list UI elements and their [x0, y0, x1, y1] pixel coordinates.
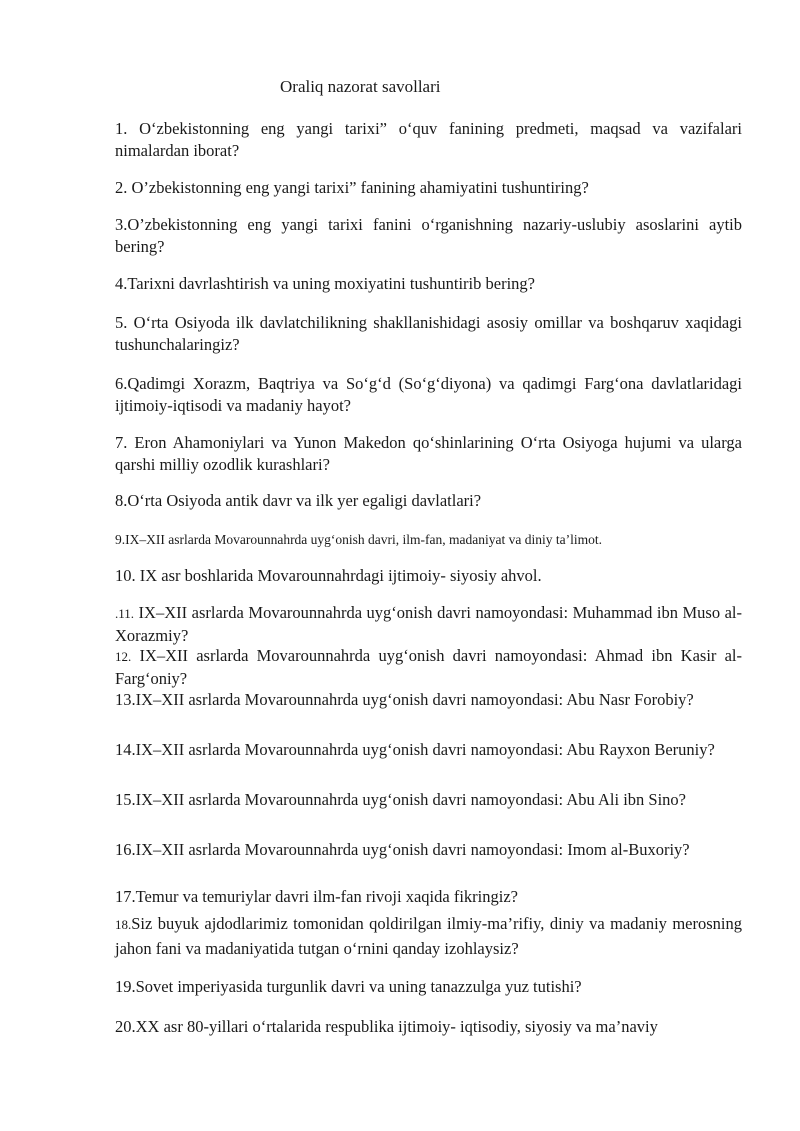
- question-18-text: Siz buyuk ajdodlarimiz tomonidan qoldirilgan ilmiy-ma’rifiy, diniy va madaniy merosning jahon fani va madaniyatida tutgan o‘rnini qanday izohlaysiz?: [115, 914, 742, 958]
- question-11-number: .11.: [115, 606, 135, 621]
- question-13: 13.IX–XII asrlarda Movarounnahrda uyg‘onish davri namoyondasi: Abu Nasr Forobiy?: [115, 690, 694, 709]
- question-15: 15.IX–XII asrlarda Movarounnahrda uyg‘onish davri namoyondasi: Abu Ali ibn Sino?: [115, 790, 686, 809]
- question-3: 3.O’zbekistonning eng yangi tarixi fanini o‘rganishning nazariy-uslubiy asoslarini aytib bering?: [115, 215, 742, 256]
- page-title: Oraliq nazorat savollari: [280, 77, 441, 96]
- question-9: 9.IX–XII asrlarda Movarounnahrda uyg‘onish davri, ilm-fan, madaniyat va diniy ta’limot.: [115, 532, 602, 547]
- question-12-text: IX–XII asrlarda Movarounnahrda uyg‘onish davri namoyondasi: Ahmad ibn Kasir al-Farg‘oniy?: [115, 646, 742, 688]
- question-18-number: 18.: [115, 917, 132, 932]
- question-16: 16.IX–XII asrlarda Movarounnahrda uyg‘onish davri namoyondasi: Imom al-Buxoriy?: [115, 840, 690, 859]
- question-2: 2. O’zbekistonning eng yangi tarixi” fanining ahamiyatini tushuntiring?: [115, 178, 589, 197]
- question-11-text: IX–XII asrlarda Movarounnahrda uyg‘onish davri namoyondasi: Muhammad ibn Muso al-Xorazmiy?: [115, 603, 742, 645]
- question-6: 6.Qadimgi Xorazm, Baqtriya va So‘g‘d (So‘g‘diyona) va qadimgi Farg‘ona davlatlaridagi ijtimoiy-iqtisodi va madaniy hayot?: [115, 374, 742, 415]
- question-10: 10. IX asr boshlarida Movarounnahrdagi ijtimoiy- siyosiy ahvol.: [115, 566, 542, 585]
- question-7: 7. Eron Ahamoniylari va Yunon Makedon qo‘shinlarining O‘rta Osiyoga hujumi va ularga qarshi milliy ozodlik kurashlari?: [115, 433, 742, 474]
- question-1: 1. O‘zbekistonning eng yangi tarixi” o‘quv fanining predmeti, maqsad va vazifalari nimalardan iborat?: [115, 119, 742, 160]
- question-4: 4.Tarixni davrlashtirish va uning moxiyatini tushuntirib bering?: [115, 274, 535, 293]
- question-5: 5. O‘rta Osiyoda ilk davlatchilikning shakllanishidagi asosiy omillar va boshqaruv xaqidagi tushunchalaringiz?: [115, 313, 742, 354]
- question-12: [115, 645, 742, 690]
- question-19: 19.Sovet imperiyasida turgunlik davri va uning tanazzulga yuz tutishi?: [115, 977, 582, 996]
- question-11: [115, 602, 742, 647]
- question-18: [115, 912, 742, 961]
- question-17: 17.Temur va temuriylar davri ilm-fan rivoji xaqida fikringiz?: [115, 887, 518, 906]
- question-8: 8.O‘rta Osiyoda antik davr va ilk yer egaligi davlatlari?: [115, 491, 482, 510]
- question-14: 14.IX–XII asrlarda Movarounnahrda uyg‘onish davri namoyondasi: Abu Rayxon Beruniy?: [115, 740, 715, 759]
- question-12-number: 12.: [115, 649, 132, 664]
- question-20: 20.XX asr 80-yillari o‘rtalarida respublika ijtimoiy- iqtisodiy, siyosiy va ma’naviy: [115, 1017, 658, 1036]
